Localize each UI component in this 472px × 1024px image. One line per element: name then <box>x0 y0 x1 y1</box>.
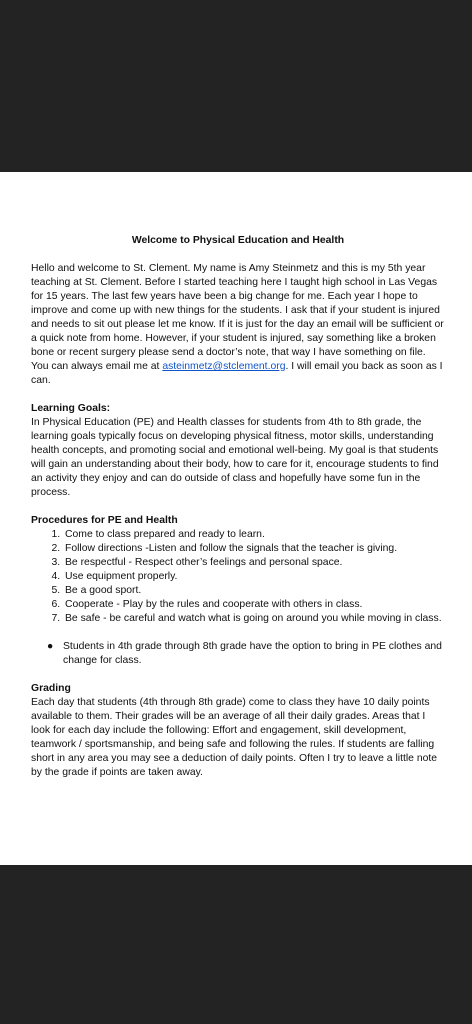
grading-section <box>31 682 445 780</box>
bullet-icon: ● <box>47 641 54 652</box>
grading-text: Each day that students (4th through 8th grade) come to class they have 10 daily points available to them. Their grades will be an average of all their daily grades. Areas that I look for each day include the following: Effort and engagement, skill development, teamwork / sportsmanship, and being safe and following the rules. If students are falling short in any area you may see a deduction of daily points. Often I try to leave a little note by the grade if points are taken away. <box>31 697 438 778</box>
procedures-list <box>31 528 445 626</box>
learning-goals-section <box>31 402 445 500</box>
procedure-item: 5. Be a good sport. <box>63 584 445 598</box>
procedures-heading: Procedures for PE and Health <box>31 515 178 526</box>
document-body <box>31 234 445 794</box>
procedure-item: 3. Be respectful - Respect other’s feelings and personal space. <box>63 556 445 570</box>
top-dark-bar <box>0 0 472 172</box>
procedures-section <box>31 514 445 668</box>
procedure-item: 4. Use equipment properly. <box>63 570 445 584</box>
bottom-dark-bar <box>0 865 472 1024</box>
grading-heading: Grading <box>31 683 71 694</box>
learning-goals-text: In Physical Education (PE) and Health classes for students from 4th to 8th grade, the learning goals typically focus on developing physical fitness, motor skills, understanding health concepts, and promoting social and emotional well-being. My goal is that students will gain an understanding about their body, how to care for it, encourage students to find an activity they enjoy and can do outside of class and hopefully have some fun in the process. <box>31 417 439 498</box>
procedure-item: 7. Be safe - be careful and watch what is going on around you while moving in class. <box>63 612 445 626</box>
email-link[interactable]: asteinmetz@stclement.org <box>162 361 286 372</box>
bullet-item <box>47 640 445 668</box>
procedures-bullet-list <box>31 640 445 668</box>
procedure-item: 2. Follow directions -Listen and follow the signals that the teacher is giving. <box>63 542 445 556</box>
document-title: Welcome to Physical Education and Health <box>131 235 345 246</box>
intro-text: Hello and welcome to St. Clement. My name is Amy Steinmetz and this is my 5th year teaching at St. Clement. Before I started teaching here I taught high school in Las Vegas for 15 years. The last few years have been a big change for me. Each year I hope to improve and come up with new things for the students. I ask that if your student is injured and needs to sit out please let me know. If it is just for the day an email will be sufficient or a quick note from home. However, if your student is injured, say something like a broken bone or recent surgery please send a doctor’s note, that way I have something on file. You can always email me at <box>31 263 444 372</box>
procedure-item: 6. Cooperate - Play by the rules and cooperate with others in class. <box>63 598 445 612</box>
learning-goals-heading: Learning Goals: <box>31 403 111 414</box>
document-page <box>0 172 472 865</box>
bullet-text: Students in 4th grade through 8th grade have the option to bring in PE clothes and change for class. <box>63 641 442 666</box>
procedure-item: 1. Come to class prepared and ready to learn. <box>63 528 445 542</box>
intro-paragraph <box>31 262 445 388</box>
intro-text-end: . I will email you back as soon as I can. <box>31 361 443 386</box>
